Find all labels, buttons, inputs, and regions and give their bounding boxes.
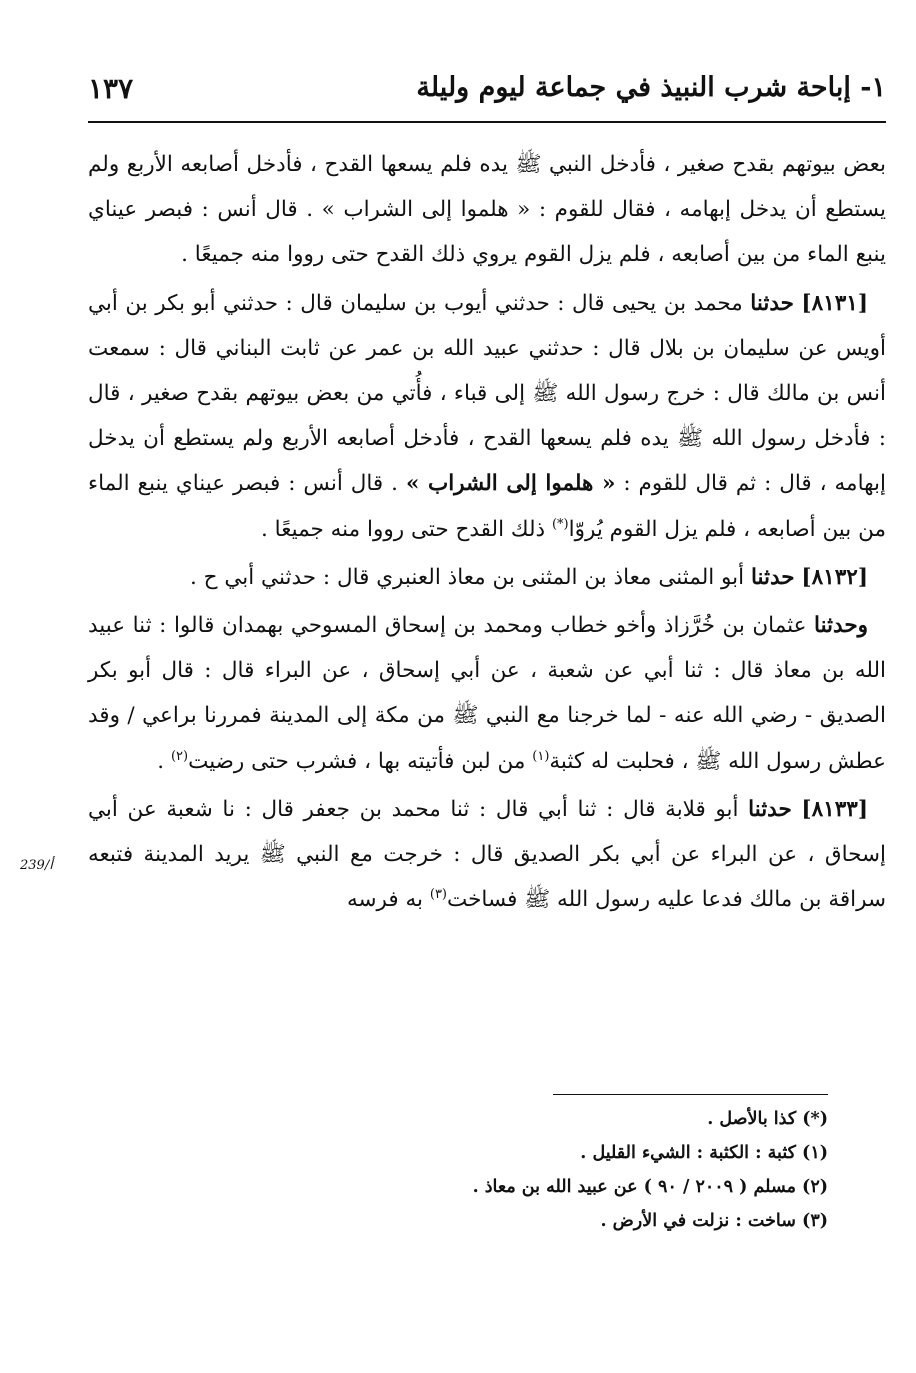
hadith-text: عثمان بن خُرَّزاذ وأخو خطاب ومحمد بن إسحاق المسوحي بهمدان قالوا : ثنا عبيد الله بن معاذ قال : ثنا أبي عن شعبة ، عن أبي إسحاق ، عن البراء قال : قال أبو بكر الصديق - رضي الله عنه - لما خرجنا مع النبي ﷺ من مكة إلى المدينة فمررنا براعي / وقد عطش رسول الله ﷺ ، فحلبت له كثبة — [88, 613, 886, 774]
paragraph-text: بعض بيوتهم بقدح صغير ، فأدخل النبي ﷺ يده فلم يسعها القدح ، فأدخل أصابعه الأربع ولم يستطع أن يدخل إبهامه ، فقال للقوم : « هلموا إلى الشراب » . قال أنس : فبصر عيناي ينبع الماء من بين أصابعه ، فلم يزل القوم يروي ذلك القدح حتى رووا منه جميعًا . — [88, 152, 886, 268]
hadith-8132-second-chain — [88, 603, 886, 784]
hadith-number: [٨١٣٢] — [801, 564, 868, 590]
hadith-text: . قال أنس : فبصر عيناي ينبع الماء من بين أصابعه ، فلم يزل القوم يُروّا — [88, 471, 886, 542]
page-number: ١٣٧ — [88, 72, 134, 105]
hadith-text: ذلك القدح حتى رووا منه جميعًا . — [261, 516, 546, 542]
running-title: ١- إباحة شرب النبيذ في جماعة ليوم وليلة — [416, 72, 886, 103]
footnotes — [30, 1102, 828, 1238]
hadith-lead: حدثنا — [748, 796, 792, 822]
footnote-marker: (٣) — [429, 887, 447, 903]
hadith-8131 — [88, 281, 886, 552]
manuscript-folio-note: 239/أ — [20, 858, 53, 873]
hadith-text: أبو قلابة قال : ثنا أبي قال : ثنا محمد بن جعفر قال : نا شعبة عن أبي إسحاق ، عن البراء عن أبي بكر الصديق قال : خرجت مع النبي ﷺ يريد المدينة فتبعه سراقة بن مالك فدعا عليه رسول الله ﷺ فساخت — [88, 796, 886, 913]
hadith-text: من لبن فأتيته بها ، فشرب حتى رضيت — [188, 748, 526, 774]
footnote-item: (*) كذا بالأصل . — [707, 1109, 828, 1129]
paragraph-continuation — [88, 142, 886, 278]
hadith-lead: وحدثنا — [814, 613, 868, 639]
hadith-8133 — [88, 787, 886, 923]
hadith-text: . — [157, 748, 165, 774]
main-text — [88, 142, 886, 922]
hadith-lead: حدثنا — [750, 290, 794, 316]
header-rule — [88, 121, 886, 123]
hadith-text: محمد بن يحيى قال : حدثني أيوب بن سليمان قال : حدثني أبو بكر بن أبي أويس عن سليمان بن بلال قال : حدثني عبيد الله بن عمر عن ثابت البناني قال : سمعت أنس بن مالك قال : خرج رسول الله ﷺ إلى قباء ، فأُتي من بعض بيوتهم بقدح صغير ، قال : فأدخل رسول الله ﷺ يده فلم يسعها القدح ، فأدخل أصابعه الأربع ولم يستطع أن يدخل إبهامه ، قال : ثم قال للقوم : — [88, 290, 886, 497]
footnote-rule — [553, 1094, 828, 1095]
footnote-item: (١) كثبة : الكثبة : الشيء القليل . — [580, 1143, 828, 1163]
footnote-marker: (٢) — [170, 748, 189, 764]
hadith-text: أبو المثنى معاذ بن المثنى بن معاذ العنبري قال : حدثني أبي ح . — [189, 564, 745, 590]
footnote-item: (٣) ساخت : نزلت في الأرض . — [600, 1211, 828, 1231]
hadith-number: [٨١٣١] — [801, 290, 868, 316]
hadith-quote: « هلموا إلى الشراب » — [405, 471, 616, 497]
hadith-text: به فرسه — [346, 887, 424, 913]
footnote-marker: (*) — [551, 516, 569, 532]
footnote-item: (٢) مسلم ( ٢٠٠٩ / ٩٠ ) عن عبيد الله بن معاذ . — [472, 1177, 828, 1197]
footnote-marker: (١) — [532, 748, 550, 764]
page-header — [88, 70, 886, 114]
hadith-lead: حدثنا — [750, 564, 795, 590]
hadith-number: [٨١٣٣] — [801, 796, 868, 822]
hadith-8132 — [88, 555, 886, 600]
